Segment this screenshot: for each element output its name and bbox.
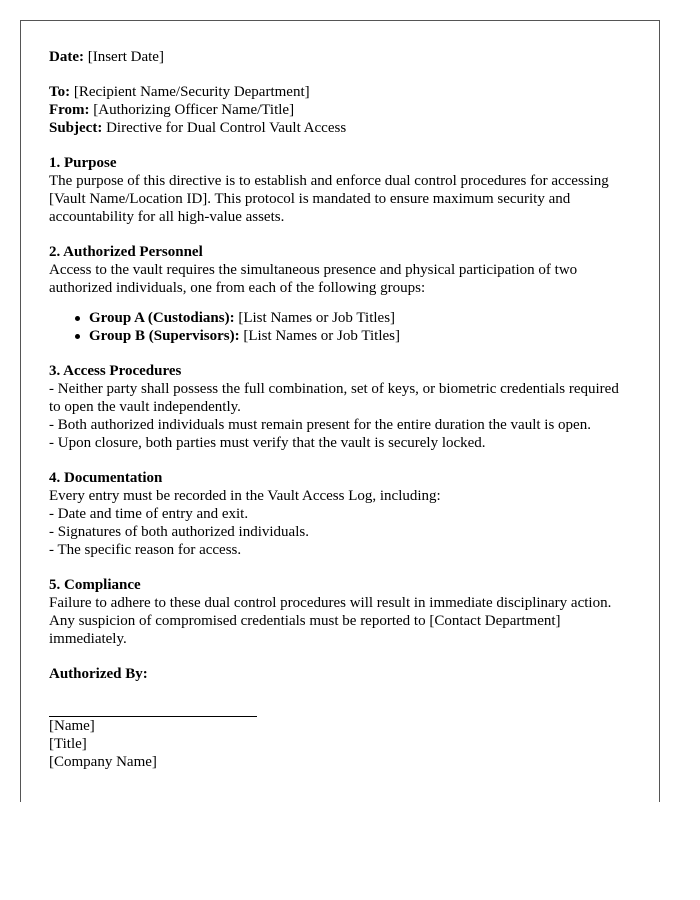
section-personnel <box>49 243 631 345</box>
purpose-heading: 1. Purpose <box>49 155 117 171</box>
signatory-name: [Name] <box>49 718 95 734</box>
procedures-heading: 3. Access Procedures <box>49 363 182 379</box>
section-procedures <box>49 362 631 452</box>
from-line <box>49 101 631 119</box>
to-label: To: <box>49 84 71 100</box>
list-item <box>89 327 631 345</box>
from-value: [Authorizing Officer Name/Title] <box>89 102 295 118</box>
documentation-line: - Date and time of entry and exit. <box>49 506 249 522</box>
subject-line <box>49 119 631 137</box>
signature-block <box>49 665 631 771</box>
group-list <box>49 309 631 345</box>
section-documentation <box>49 469 631 559</box>
authorized-by-heading: Authorized By: <box>49 666 148 682</box>
section-purpose <box>49 154 631 226</box>
procedures-line: - Upon closure, both parties must verify that the vault is securely locked. <box>49 435 486 451</box>
signatory-company: [Company Name] <box>49 754 157 770</box>
list-item <box>89 309 631 327</box>
personnel-body: Access to the vault requires the simultaneous presence and physical participation of two authorized individuals, one from each of the following groups: <box>49 262 578 296</box>
documentation-line: - Signatures of both authorized individuals. <box>49 524 309 540</box>
procedures-line: - Both authorized individuals must remain present for the entire duration the vault is open. <box>49 417 591 433</box>
to-value: [Recipient Name/Security Department] <box>70 84 310 100</box>
documentation-line: - The specific reason for access. <box>49 542 242 558</box>
date-value: [Insert Date] <box>83 49 164 65</box>
documentation-heading: 4. Documentation <box>49 470 163 486</box>
section-compliance <box>49 576 631 648</box>
date-line <box>49 48 631 66</box>
group-a-label: Group A (Custodians): <box>89 310 235 326</box>
subject-value: Directive for Dual Control Vault Access <box>102 120 347 136</box>
group-b-value: [List Names or Job Titles] <box>239 328 401 344</box>
subject-label: Subject: <box>49 120 103 136</box>
documentation-line: Every entry must be recorded in the Vault Access Log, including: <box>49 488 441 504</box>
compliance-body: Failure to adhere to these dual control procedures will result in immediate disciplinary action. Any suspicion of compromised credentials must be reported to [Contact Department] immediately. <box>49 595 612 647</box>
date-label: Date: <box>49 49 84 65</box>
signatory-title: [Title] <box>49 736 87 752</box>
purpose-body: The purpose of this directive is to establish and enforce dual control procedures for accessing [Vault Name/Location ID]. This protocol is mandated to ensure maximum security and accountability for all high-value assets. <box>49 173 609 225</box>
group-b-label: Group B (Supervisors): <box>89 328 240 344</box>
to-line <box>49 83 631 101</box>
document-page <box>20 20 660 802</box>
procedures-line: - Neither party shall possess the full combination, set of keys, or biometric credentials required to open the vault independently. <box>49 381 619 415</box>
compliance-heading: 5. Compliance <box>49 577 141 593</box>
from-label: From: <box>49 102 90 118</box>
group-a-value: [List Names or Job Titles] <box>234 310 396 326</box>
personnel-heading: 2. Authorized Personnel <box>49 244 203 260</box>
